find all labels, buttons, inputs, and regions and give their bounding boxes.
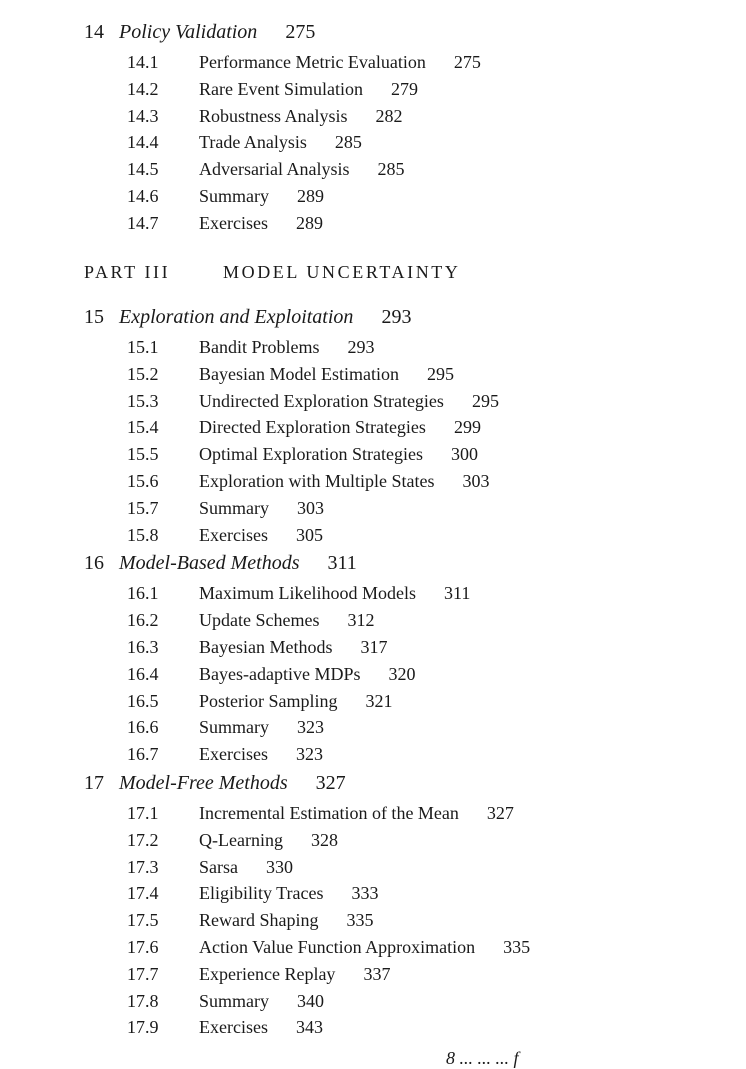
section-entry[interactable] <box>127 107 403 125</box>
chapter-number: 17 <box>84 772 104 794</box>
chapter-number: 14 <box>84 21 104 43</box>
section-title[interactable]: Directed Exploration Strategies <box>199 417 426 438</box>
section-title[interactable]: Maximum Likelihood Models <box>199 583 416 604</box>
section-number: 17.7 <box>127 963 159 984</box>
section-entry[interactable] <box>127 187 324 205</box>
section-page-number: 320 <box>388 663 416 684</box>
section-entry[interactable] <box>127 472 489 490</box>
section-page-number: 328 <box>310 829 338 850</box>
section-entry[interactable] <box>127 133 362 151</box>
chapter-entry[interactable] <box>84 22 315 42</box>
section-page-number: 333 <box>351 883 379 904</box>
chapter-page-number: 275 <box>285 21 316 43</box>
section-page-number: 275 <box>453 52 481 72</box>
section-entry[interactable] <box>127 745 323 763</box>
section-title[interactable]: Sarsa <box>199 856 238 877</box>
section-number: 17.3 <box>127 856 159 877</box>
section-entry[interactable] <box>127 831 338 849</box>
section-title[interactable]: Exercises <box>199 1017 268 1038</box>
section-entry[interactable] <box>127 965 390 983</box>
chapter-page-number: 327 <box>315 772 346 794</box>
chapter-entry[interactable] <box>84 307 411 327</box>
chapter-title[interactable]: Model-Free Methods <box>119 772 288 794</box>
section-page-number: 303 <box>297 497 324 518</box>
section-page-number: 289 <box>297 186 324 206</box>
chapter-title[interactable]: Policy Validation <box>119 21 258 43</box>
section-entry[interactable] <box>127 445 478 463</box>
section-number: 17.5 <box>127 910 159 931</box>
section-title[interactable]: Incremental Estimation of the Mean <box>199 803 459 823</box>
section-number: 15.8 <box>127 524 159 545</box>
section-page-number: 340 <box>297 990 324 1011</box>
section-title[interactable]: Update Schemes <box>199 610 320 631</box>
section-title[interactable]: Reward Shaping <box>199 910 319 931</box>
section-title[interactable]: Exploration with Multiple States <box>199 471 435 491</box>
section-number: 16.6 <box>127 717 159 738</box>
section-title[interactable]: Adversarial Analysis <box>199 159 350 180</box>
section-number: 16.1 <box>127 583 159 604</box>
section-page-number: 335 <box>346 910 374 931</box>
section-page-number: 323 <box>295 744 323 765</box>
section-title[interactable]: Summary <box>199 186 269 206</box>
section-number: 14.1 <box>127 52 159 72</box>
section-entry[interactable] <box>127 338 375 356</box>
chapter-entry[interactable] <box>84 773 346 793</box>
section-page-number: 330 <box>266 856 293 877</box>
section-entry[interactable] <box>127 884 379 902</box>
section-title[interactable]: Trade Analysis <box>199 132 307 153</box>
section-page-number: 305 <box>295 524 323 545</box>
section-title[interactable]: Optimal Exploration Strategies <box>199 444 423 465</box>
section-title[interactable]: Bandit Problems <box>199 337 320 357</box>
chapter-number: 16 <box>84 552 104 575</box>
section-number: 17.1 <box>127 803 159 823</box>
section-page-number: 295 <box>426 363 454 384</box>
section-title[interactable]: Summary <box>199 717 269 738</box>
section-title[interactable]: Rare Event Simulation <box>199 78 363 99</box>
section-title[interactable]: Eligibility Traces <box>199 883 324 904</box>
section-entry[interactable] <box>127 418 481 436</box>
section-page-number: 343 <box>295 1017 323 1038</box>
section-number: 17.2 <box>127 829 159 850</box>
section-number: 15.4 <box>127 417 159 438</box>
section-entry[interactable] <box>127 526 323 544</box>
chapter-entry[interactable] <box>84 553 357 573</box>
chapter-page-number: 293 <box>381 306 412 328</box>
section-number: 14.6 <box>127 186 159 206</box>
section-entry[interactable] <box>127 992 324 1010</box>
section-entry[interactable] <box>127 718 324 736</box>
part-heading <box>84 263 461 281</box>
section-entry[interactable] <box>127 365 454 383</box>
section-title[interactable]: Bayesian Methods <box>199 637 333 657</box>
section-page-number: 300 <box>450 444 478 465</box>
section-number: 15.1 <box>127 337 159 357</box>
section-entry[interactable] <box>127 80 418 98</box>
section-title[interactable]: Exercises <box>199 524 268 545</box>
section-page-number: 282 <box>375 105 403 126</box>
section-number: 15.7 <box>127 497 159 518</box>
section-page-number: 289 <box>295 212 323 233</box>
section-number: 17.9 <box>127 1017 159 1038</box>
section-entry[interactable] <box>127 858 293 876</box>
section-page-number: 317 <box>360 637 388 657</box>
section-title[interactable]: Exercises <box>199 212 268 233</box>
section-number: 17.6 <box>127 937 159 957</box>
section-entry[interactable] <box>127 665 415 683</box>
section-number: 16.7 <box>127 744 159 765</box>
section-entry[interactable] <box>127 584 470 602</box>
footer-text-fragment: 8 ... ... ... f <box>446 1048 519 1068</box>
section-number: 16.2 <box>127 610 159 631</box>
section-number: 17.4 <box>127 883 159 904</box>
section-entry[interactable] <box>127 692 393 710</box>
section-title[interactable]: Summary <box>199 990 269 1011</box>
section-title[interactable]: Exercises <box>199 744 268 765</box>
section-page-number: 312 <box>347 610 375 631</box>
section-title[interactable]: Bayesian Model Estimation <box>199 363 399 384</box>
section-title[interactable]: Robustness Analysis <box>199 105 348 126</box>
section-title[interactable]: Undirected Exploration Strategies <box>199 390 444 411</box>
section-entry[interactable] <box>127 1018 323 1036</box>
section-number: 15.2 <box>127 363 159 384</box>
section-page-number: 285 <box>334 132 362 153</box>
chapter-number: 15 <box>84 306 104 328</box>
section-title[interactable]: Action Value Function Approximation <box>199 937 476 957</box>
section-title[interactable]: Performance Metric Evaluation <box>199 52 426 72</box>
section-number: 16.5 <box>127 690 159 711</box>
section-title[interactable]: Experience Replay <box>199 963 336 984</box>
section-number: 14.2 <box>127 78 159 99</box>
section-entry[interactable] <box>127 392 499 410</box>
section-number: 15.3 <box>127 390 159 411</box>
section-page-number: 299 <box>453 417 481 438</box>
section-entry[interactable] <box>127 160 404 178</box>
section-page-number: 311 <box>443 583 471 604</box>
section-number: 16.4 <box>127 663 159 684</box>
section-page-number: 323 <box>297 717 324 738</box>
section-number: 16.3 <box>127 637 159 657</box>
section-page-number: 295 <box>471 390 499 411</box>
section-number: 14.4 <box>127 132 159 153</box>
section-number: 14.5 <box>127 159 159 180</box>
section-number: 14.3 <box>127 105 159 126</box>
section-title[interactable]: Bayes-adaptive MDPs <box>199 663 361 684</box>
part-title: MODEL UNCERTAINTY <box>223 262 461 282</box>
section-entry[interactable] <box>127 938 530 956</box>
section-page-number: 293 <box>347 337 375 357</box>
section-number: 17.8 <box>127 990 159 1011</box>
section-page-number: 303 <box>462 471 490 491</box>
section-title[interactable]: Q-Learning <box>199 829 283 850</box>
section-entry[interactable] <box>127 499 324 517</box>
section-entry[interactable] <box>127 53 481 71</box>
section-entry[interactable] <box>127 611 374 629</box>
section-page-number: 337 <box>363 963 391 984</box>
section-number: 15.5 <box>127 444 159 465</box>
section-entry[interactable] <box>127 214 323 232</box>
section-entry[interactable] <box>127 911 373 929</box>
chapter-title[interactable]: Model-Based Methods <box>119 552 300 575</box>
section-entry[interactable] <box>127 638 387 656</box>
section-number: 15.6 <box>127 471 159 491</box>
part-label: PART III <box>84 262 171 282</box>
section-page-number: 321 <box>365 690 393 711</box>
section-number: 14.7 <box>127 212 159 233</box>
section-page-number: 285 <box>377 159 405 180</box>
section-title[interactable]: Posterior Sampling <box>199 690 338 711</box>
section-page-number: 327 <box>486 803 514 823</box>
section-page-number: 279 <box>390 78 418 99</box>
section-page-number: 335 <box>503 937 531 957</box>
section-title[interactable]: Summary <box>199 497 269 518</box>
section-entry[interactable] <box>127 804 514 822</box>
chapter-title[interactable]: Exploration and Exploitation <box>119 306 354 328</box>
chapter-page-number: 311 <box>327 552 357 575</box>
